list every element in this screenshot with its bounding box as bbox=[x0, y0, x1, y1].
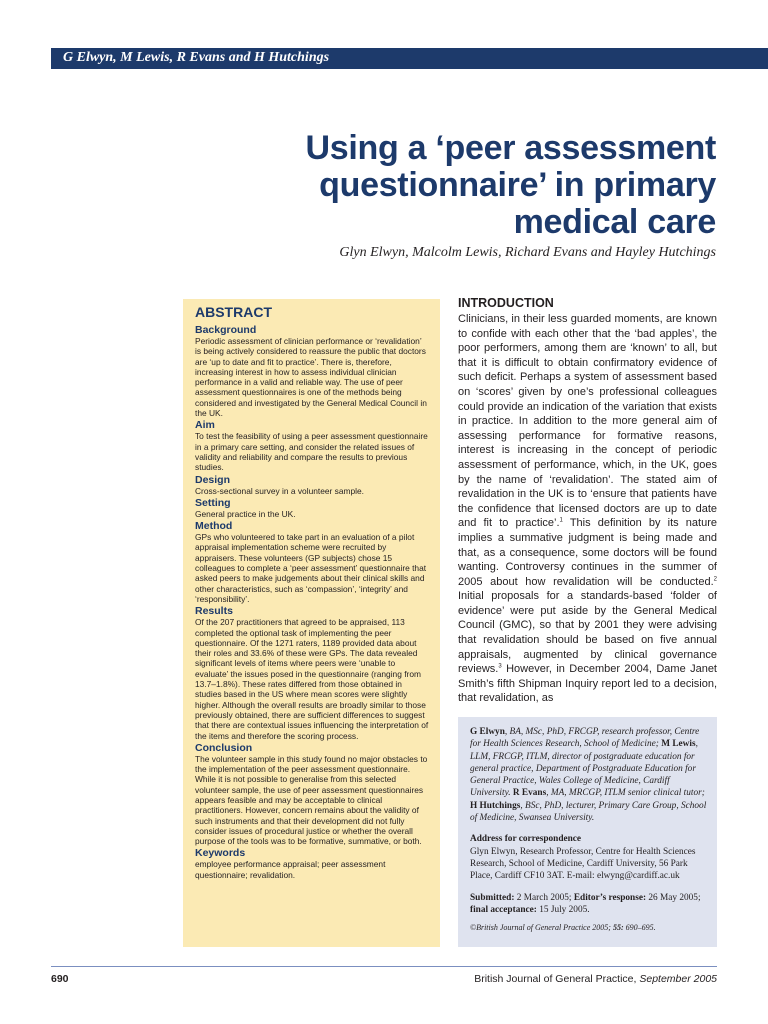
abstract-conclusion-text: The volunteer sample in this study found no major obstacles to the implementation of the peer assessment questionnaire. While it is not possible to generalise from this selected volunteer sample, the use of peer assessment questionnaires appears feasible and may be acceptable to clinical practitioners. However, concern remains about the validity of such instruments and that their development did not fully consider issues of procedural justice or whether the overall purpose of the tools was to be formative, summative, or both. bbox=[195, 753, 428, 847]
footer-rule bbox=[51, 966, 717, 967]
reference-marker: 2 bbox=[713, 576, 717, 583]
journal-name: British Journal of General Practice, bbox=[474, 973, 637, 985]
final-acceptance-label: final acceptance: bbox=[470, 904, 537, 915]
correspondence-address: Glyn Elwyn, Research Professor, Centre for Health Sciences Research, School of Medicine, Cardiff University, 56 Park Place, Cardiff CF10 3AT. E-mail: elwyng@cardiff.ac.uk bbox=[470, 846, 696, 882]
abstract-results-heading: Results bbox=[195, 605, 233, 618]
introduction-heading: INTRODUCTION bbox=[458, 296, 554, 310]
author-name: G Elwyn bbox=[470, 727, 505, 737]
submitted-date: 2 March 2005; bbox=[514, 892, 574, 903]
submitted-label: Submitted: bbox=[470, 892, 515, 903]
author-credentials: , BSc, PhD, lecturer, Primary Care Group, School of Medicine, Swansea University. bbox=[470, 800, 707, 824]
author-name: H Hutchings bbox=[470, 800, 521, 811]
reference-marker: 1 bbox=[559, 517, 563, 524]
introduction-column bbox=[458, 296, 717, 724]
author-credentials: , LLM, FRCGP, ITLM, director of postgraduate education for general practice, Department of Postgraduate Education for General Practice, Wales College of Medicine, Cardiff University. bbox=[470, 739, 698, 799]
abstract-background-text: Periodic assessment of clinician performance or ‘revalidation’ is being actively considered to reassure the public that doctors are ‘up to date and fit to practice’. There is, therefore, increasing interest in how to assess individual clinician performance in a valid and reliable way. The use of peer assessment questionnaires is one of the methods being considered and investigated by the General Medical Council in the UK. bbox=[195, 336, 427, 419]
abstract-box bbox=[183, 299, 440, 947]
author-line: Glyn Elwyn, Malcolm Lewis, Richard Evans and Hayley Hutchings bbox=[339, 245, 716, 260]
abstract-method-text: GPs who volunteered to take part in an evaluation of a pilot appraisal implementation scheme were recruited by appraisers. These volunteers (GP subjects) chose 15 colleagues to complete a ‘peer assessment’ questionnaire that asked peers to make judgements about their clinical skills and other characteristics, such as ‘compassion’, ‘integrity’ and ‘responsibility’. bbox=[195, 532, 427, 604]
title-line: medical care bbox=[513, 203, 716, 241]
abstract-aim-text: To test the feasibility of using a peer assessment questionnaire in a primary care setting, and consider the related issues of validity and reliability and compare the results to previous studies. bbox=[195, 431, 428, 473]
copyright-pages: 690–695. bbox=[623, 923, 656, 933]
editor-response-date: 26 May 2005; bbox=[646, 892, 701, 903]
final-acceptance-date: 15 July 2005. bbox=[536, 904, 590, 915]
introduction-text: This definition by its nature implies a summative judgment is being made and that, as a consequence, some doctors will be found wanting. Controversy continues in the summer of 2005 about how revalidation will be conducted. bbox=[458, 517, 717, 588]
abstract-results-text: Of the 207 practitioners that agreed to be appraised, 113 completed the optional task of implementing the peer questionnaire. Of the 1271 raters, 1189 provided data about their roles and 33.6% of these were GPs. The data revealed significant levels of items where peers were ‘unable to evaluate’ the issues posed in the questionnaire (ranging from 13.7–1.8%). These rates differed from those obtained in studies based in the US where mean scores were slightly higher. Although the overall results are broadly similar to those previously obtained, there are sufficient differences to suggest that there are contextual issues influencing the interpretation of the items and therefore the scoring process. bbox=[195, 617, 429, 741]
author-credentials: , MA, MRCGP, ITLM senior clinical tutor; bbox=[546, 788, 705, 799]
abstract-heading: ABSTRACT bbox=[195, 304, 272, 320]
abstract-aim-heading: Aim bbox=[195, 419, 215, 432]
correspondence-heading bbox=[470, 833, 707, 845]
abstract-setting-text: General practice in the UK. bbox=[195, 508, 296, 519]
running-header-authors: G Elwyn, M Lewis, R Evans and H Hutchings bbox=[63, 50, 330, 65]
submission-dates bbox=[470, 892, 707, 917]
author-name: M Lewis bbox=[661, 739, 696, 750]
author-name: R Evans bbox=[512, 788, 547, 799]
journal-citation bbox=[474, 973, 717, 985]
journal-issue: September 2005 bbox=[636, 973, 717, 985]
copyright-line bbox=[470, 922, 707, 934]
article-title bbox=[196, 130, 716, 241]
introduction-text: Clinicians, in their less guarded moments, are known to confide with each other that the ‘bad apples’, the poor performers, among them are ‘known’ to all, but that it is difficult to obtain confirmatory evidence of such deficit. Perhaps a system of assessment based on ‘scores’ given by one’s professional colleagues could provide an indication of the variation that exists in practice. In addition to the more general aim of assessing performance for formative reasons, interest is increasing in the concept of periodic assessment of performance, which, in the UK, goes by the name of ‘revalidation’. The stated aim of revalidation in the UK is to ‘ensure that patients have the confidence that licensed doctors are up to date and fit to practice’. bbox=[458, 313, 717, 530]
abstract-setting-heading: Setting bbox=[195, 496, 231, 509]
title-line: questionnaire’ in primary bbox=[319, 166, 716, 204]
copyright-volume: 55: bbox=[612, 923, 624, 933]
abstract-keywords-text: employee performance appraisal; peer assessment questionnaire; revalidation. bbox=[195, 859, 386, 880]
abstract-method-heading: Method bbox=[195, 520, 233, 533]
author-affiliations-box bbox=[458, 717, 717, 947]
abstract-design-heading: Design bbox=[195, 473, 231, 486]
copyright-text: ©British Journal of General Practice 2005; bbox=[470, 923, 613, 933]
page-number: 690 bbox=[51, 973, 69, 985]
introduction-text: Initial proposals for a standards-based ‘folder of evidence’ were put aside by the General Medical Council (GMC), so that by 2001 they were advising that revalidation should be based on five annual appraisals, augmented by clinical governance reviews. bbox=[458, 590, 717, 676]
author-credentials: , BA, MSc, PhD, FRCGP, research professor, Centre for Health Sciences Research, School of Medicine; bbox=[470, 727, 700, 750]
running-header-bar bbox=[51, 48, 768, 69]
introduction-paragraph bbox=[458, 312, 717, 724]
reference-marker: 3 bbox=[498, 663, 502, 670]
abstract-keywords-heading: Keywords bbox=[195, 847, 246, 860]
abstract-design-text: Cross-sectional survey in a volunteer sample. bbox=[195, 485, 364, 496]
editor-response-label: Editor’s response: bbox=[573, 892, 647, 903]
abstract-background-heading: Background bbox=[195, 324, 257, 336]
author-affiliations bbox=[470, 726, 707, 824]
title-line: Using a ‘peer assessment bbox=[305, 129, 716, 167]
correspondence-heading-text: Address for correspondence bbox=[470, 834, 582, 845]
introduction-text: However, in December 2004, Dame Janet Smith’s fifth Shipman Inquiry report led to a decision, that revalidation, as bbox=[458, 663, 717, 705]
abstract-conclusion-heading: Conclusion bbox=[195, 741, 253, 754]
